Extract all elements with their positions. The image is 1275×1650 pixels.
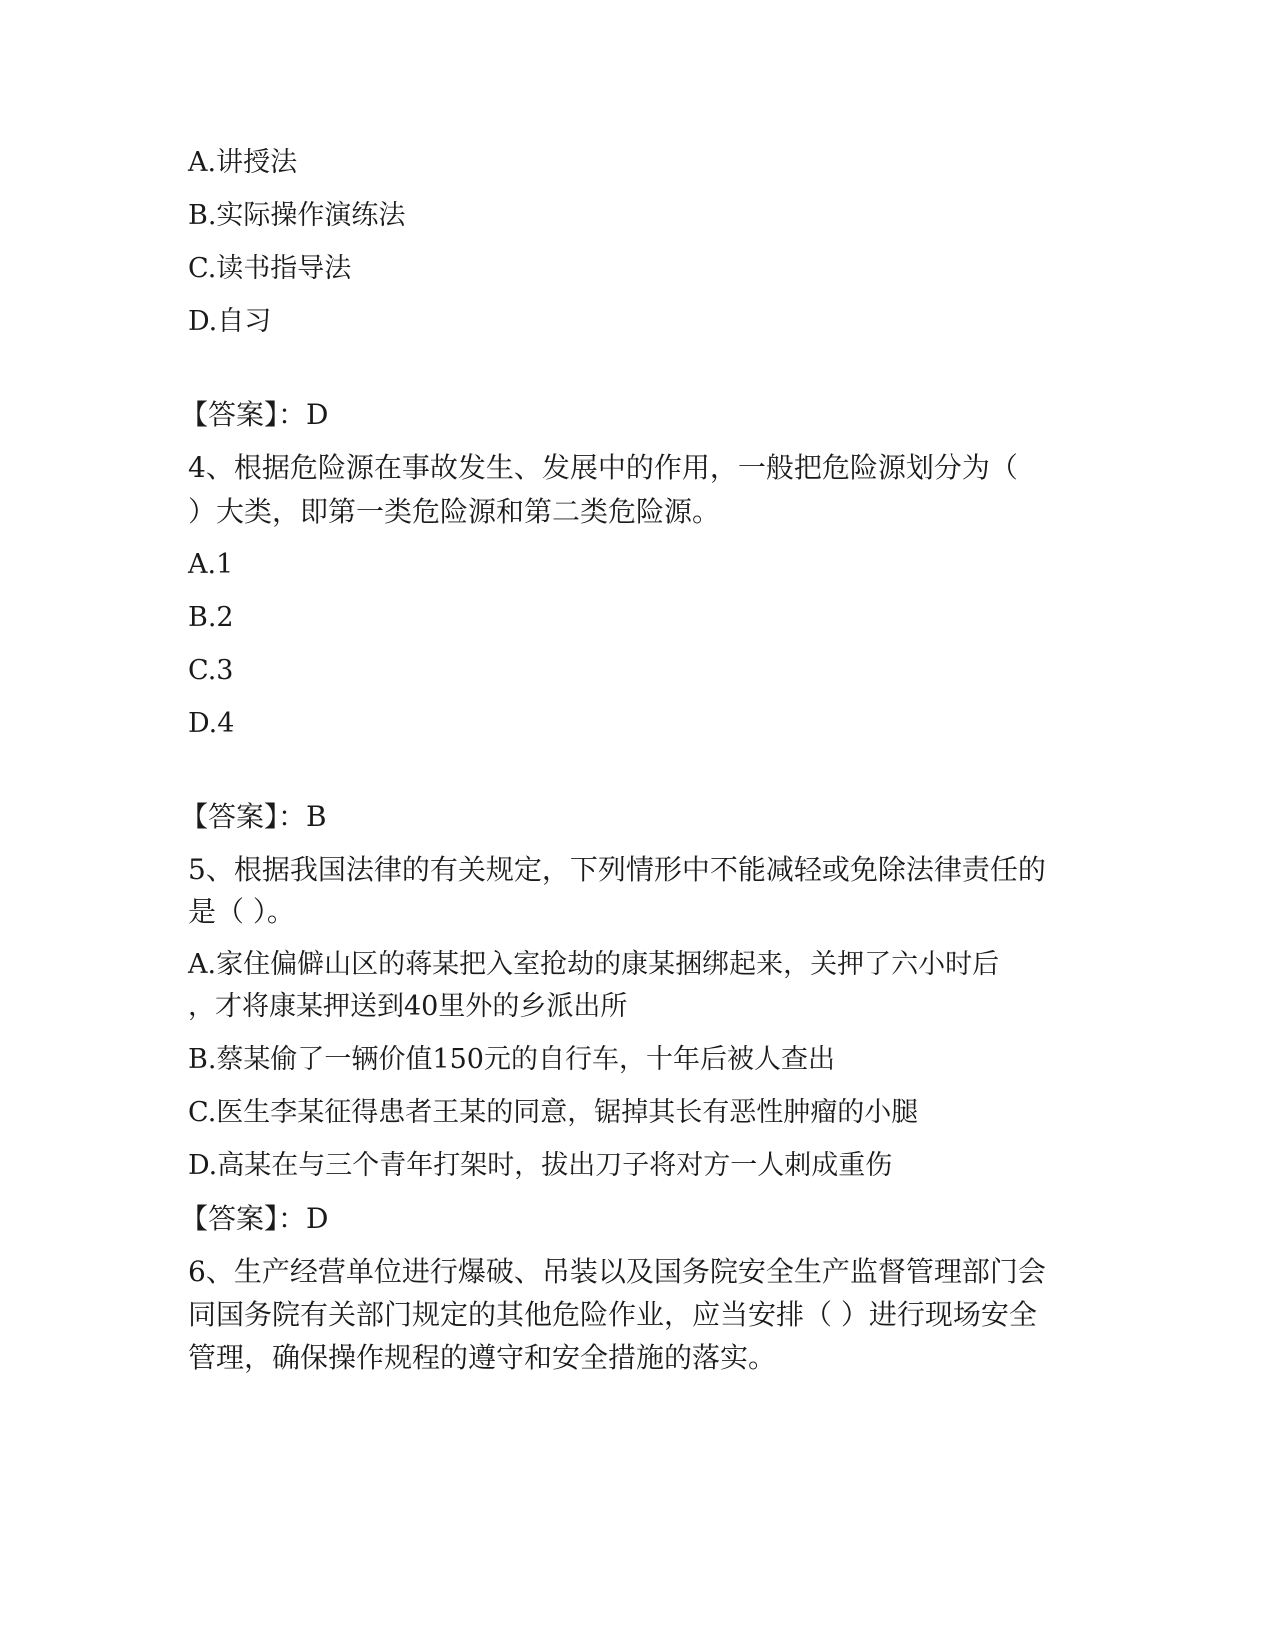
q3-option-a: A.讲授法 bbox=[188, 147, 298, 178]
q4-stem-line1: 4、根据危险源在事故发生、发展中的作用，一般把危险源划分为（ bbox=[188, 451, 1018, 484]
q4-option-d: D.4 bbox=[188, 708, 235, 739]
q5-option-a-line2: ，才将康某押送到40里外的乡派出所 bbox=[188, 991, 628, 1022]
q4-option-a: A.1 bbox=[188, 549, 234, 580]
q3-option-b: B.实际操作演练法 bbox=[188, 200, 406, 231]
q5-option-b: B.蔡某偷了一辆价值150元的自行车，十年后被人查出 bbox=[188, 1044, 835, 1075]
q5-answer: 【答案】：D bbox=[180, 1202, 329, 1235]
q3-answer: 【答案】：D bbox=[180, 398, 329, 431]
q4-stem-line2: ）大类，即第一类危险源和第二类危险源。 bbox=[188, 495, 721, 528]
q5-option-a-line1: A.家住偏僻山区的蒋某把入室抢劫的康某捆绑起来，关押了六小时后 bbox=[188, 949, 1000, 980]
q3-option-d: D.自习 bbox=[188, 306, 272, 337]
q6-stem-line2: 同国务院有关部门规定的其他危险作业，应当安排（ ）进行现场安全 bbox=[188, 1298, 1037, 1331]
q5-stem-line1: 5、根据我国法律的有关规定，下列情形中不能减轻或免除法律责任的 bbox=[188, 853, 1046, 886]
q3-option-c: C.读书指导法 bbox=[188, 253, 352, 284]
q4-answer: 【答案】：B bbox=[180, 800, 327, 833]
q4-option-b: B.2 bbox=[188, 602, 234, 633]
q4-option-c: C.3 bbox=[188, 655, 234, 686]
q6-stem-line1: 6、生产经营单位进行爆破、吊装以及国务院安全生产监督管理部门会 bbox=[188, 1255, 1046, 1288]
q5-stem-line2: 是（ ）。 bbox=[188, 895, 295, 928]
q6-stem-line3: 管理，确保操作规程的遵守和安全措施的落实。 bbox=[188, 1341, 777, 1374]
q5-option-d: D.高某在与三个青年打架时，拔出刀子将对方一人刺成重伤 bbox=[188, 1150, 893, 1181]
q5-option-c: C.医生李某征得患者王某的同意，锯掉其长有恶性肿瘤的小腿 bbox=[188, 1097, 919, 1128]
